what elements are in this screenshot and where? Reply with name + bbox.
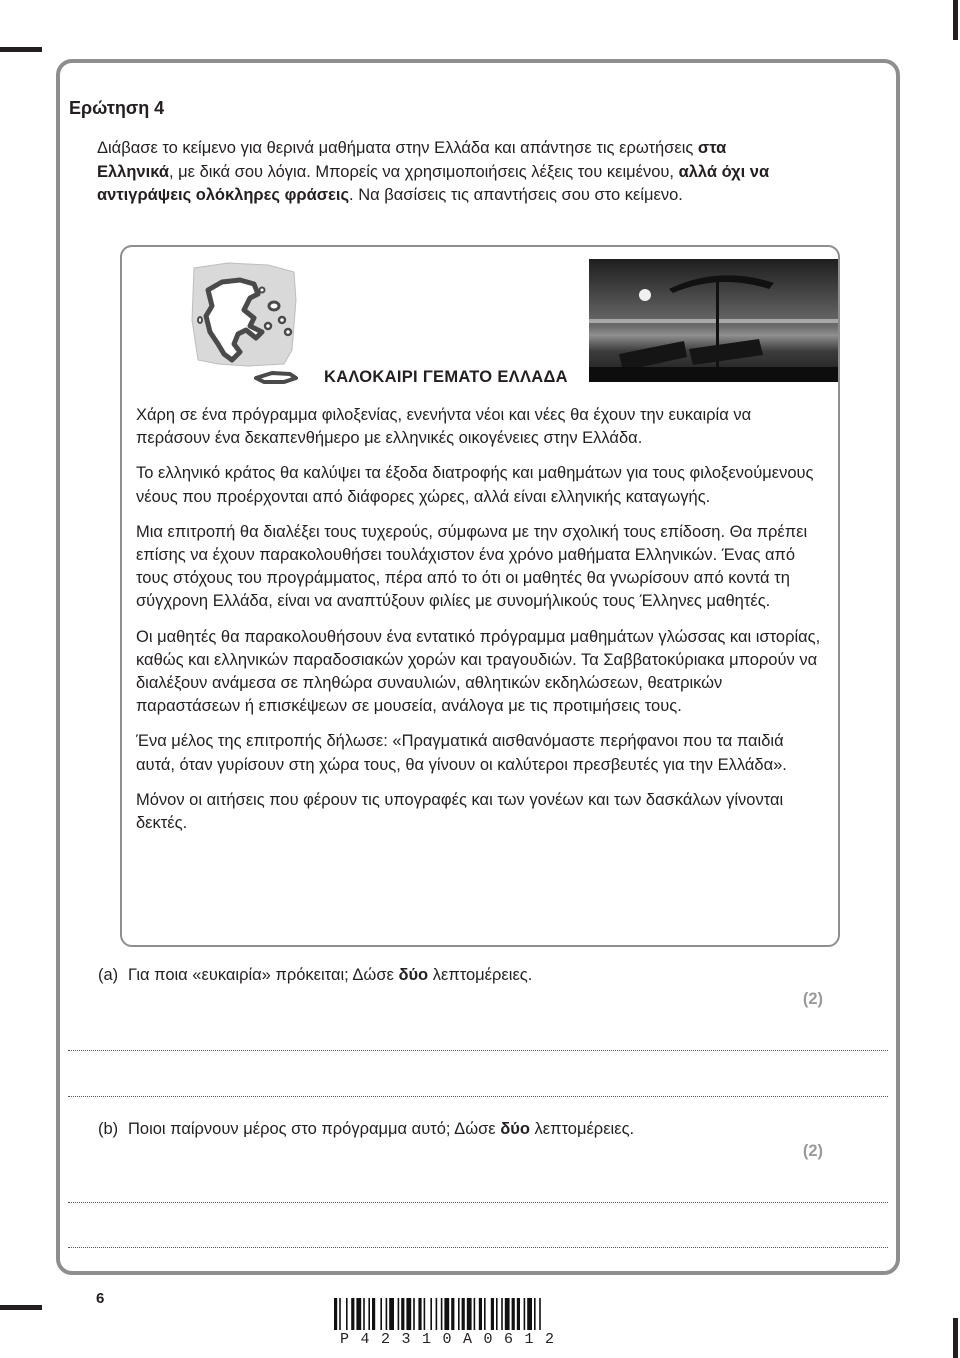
article-paragraph: Ένα μέλος της επιτροπής δήλωσε: «Πραγματικά αισθανόμαστε περήφανοι που τα παιδιά αυτά, όταν γυρίσουν στη χώρα τους, θα γίνουν οι καλύτεροι πρεσβευτές για την Ελλάδα».	[136, 732, 787, 774]
instructions-text-3: . Να βασίσεις τις απαντήσεις σου στο κείμενο.	[349, 186, 683, 204]
beach-sunset-photo	[589, 259, 838, 382]
answer-line-a1[interactable]	[68, 1050, 888, 1051]
edge-mark-bottom-left	[0, 1305, 42, 1310]
answer-line-a2[interactable]	[68, 1096, 888, 1097]
part-b-text: Ποιοι παίρνουν μέρος στο πρόγραμμα αυτό; Δώσε	[128, 1120, 501, 1138]
article-paragraph: Οι μαθητές θα παρακολουθήσουν ένα εντατικό πρόγραμμα μαθημάτων γλώσσας και ιστορίας, καθώς και ελληνικών παραδοσιακών χορών και τραγουδιών. Τα Σαββατοκύριακα μπορούν να διαλέξουν ανάμεσα σε πληθώρα συναυλιών, αθλητικών εκδηλώσεων, θεατρικών παραστάσεων ή επισκέψεων σε μουσεία, ανάλογα με τις προτιμήσεις τους.	[136, 627, 821, 716]
part-b-label: (b)	[98, 1120, 119, 1138]
part-b-bold: δύο	[500, 1120, 530, 1138]
edge-mark-top-right	[953, 0, 958, 40]
instructions-text-1: Διάβασε το κείμενο για θερινά μαθήματα στην Ελλάδα και απάντησε τις ερωτήσεις	[97, 139, 698, 157]
barcode-text: P42310A0612	[340, 1331, 566, 1348]
instructions-bold-2: αλλά όχι να αντιγράψεις ολόκληρες φράσεις	[97, 162, 770, 204]
article-body	[136, 404, 826, 847]
part-a-text-end: λεπτομέρειες.	[428, 966, 533, 984]
barcode-image	[334, 1298, 634, 1330]
article-paragraph: Μόνον οι αιτήσεις που φέρουν τις υπογραφές και των γονέων και των δασκάλων γίνονται δεκτές.	[136, 790, 784, 833]
part-b-marks: (2)	[802, 1142, 823, 1160]
question-title: Ερώτηση 4	[69, 98, 165, 118]
part-a-label: (a)	[98, 966, 119, 984]
question-part-a	[98, 966, 532, 985]
part-a-marks: (2)	[802, 990, 823, 1008]
part-a-bold: δύο	[398, 966, 429, 984]
question-part-b	[98, 1120, 634, 1139]
instructions-text-2: , με δικά σου λόγια. Μπορείς να χρησιμοποιήσεις λέξεις του κειμένου,	[169, 162, 679, 181]
article-paragraph: Το ελληνικό κράτος θα καλύψει τα έξοδα διατροφής και μαθημάτων για τους φιλοξενούμενους νέους που προέρχονται από διάφορες χώρες, αλλά είναι ελληνικής καταγωγής.	[136, 464, 814, 506]
article-paragraph: Μια επιτροπή θα διαλέξει τους τυχερούς, σύμφωνα με την σχολική τους επίδοση. Θα πρέπει επίσης να έχουν παρακολουθήσει τουλάχιστον ένα χρόνο μαθήματα Ελληνικών. Ένας από τους στόχους του προγράμματος, πέρα από το ότι οι μαθητές θα γνωρίσουν από κοντά τη σύγχρονη Ελλάδα, είναι να αναπτύξουν φιλίες με συνομήλικούς τους Έλληνες μαθητές.	[136, 522, 808, 611]
part-b-text-end: λεπτομέρειες.	[529, 1120, 635, 1138]
answer-line-b2[interactable]	[68, 1247, 888, 1248]
page-number: 6	[96, 1290, 105, 1307]
article-paragraph: Χάρη σε ένα πρόγραμμα φιλοξενίας, ενενήντα νέοι και νέες θα έχουν την ευκαιρία να περάσουν ένα δεκαπενθήμερο με ελληνικές οικογένειες στην Ελλάδα.	[136, 406, 752, 448]
greece-map-image	[188, 260, 300, 386]
instructions-bold-1: στα Ελληνικά	[97, 139, 727, 181]
instructions	[97, 137, 797, 208]
edge-mark-top-left	[0, 47, 42, 52]
answer-line-b1[interactable]	[68, 1202, 888, 1203]
article-headline: ΚΑΛΟΚΑΙΡΙ ΓΕΜΑΤΟ ΕΛΛΑΔΑ	[324, 368, 568, 386]
part-a-text: Για ποια «ευκαιρία» πρόκειται; Δώσε	[128, 966, 399, 984]
edge-mark-bottom-right	[953, 1318, 958, 1358]
